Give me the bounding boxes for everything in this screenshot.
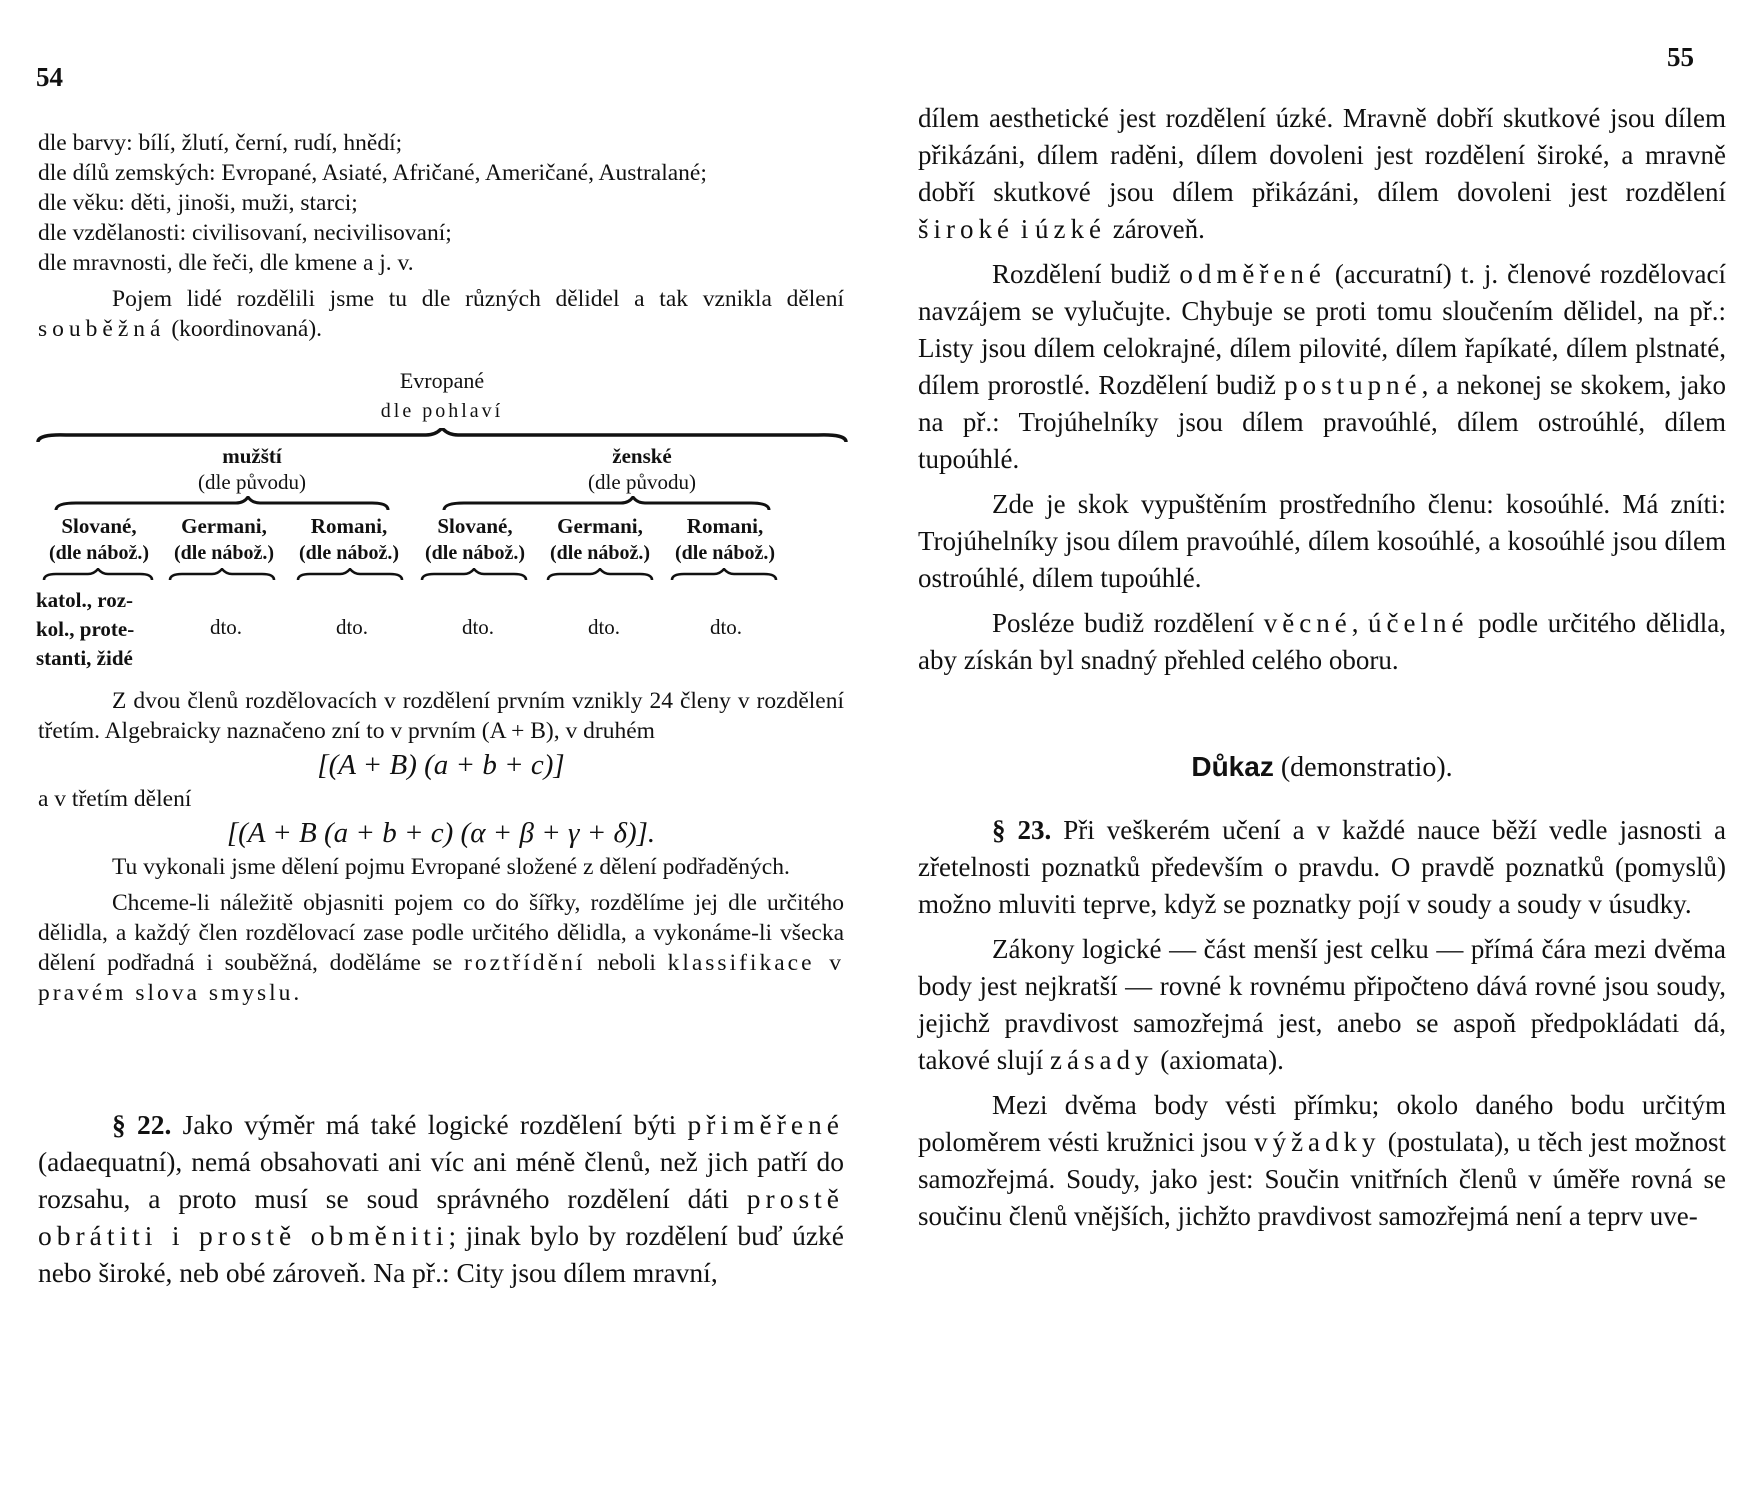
text: Rozdělení budiž: [992, 259, 1180, 289]
nation-sub: (dle nábož.): [49, 542, 149, 564]
paragraph-tu: Tu vykonali jsme dělení pojmu Evropané složené z dělení podřaděných.: [112, 854, 790, 880]
left-lower-text: [38, 686, 844, 1008]
list-line: dle dílů zemských: Evropané, Asiaté, Afričané, Američané, Australané;: [38, 160, 707, 186]
spaced-text: výžadky: [1254, 1127, 1381, 1157]
page-number-left: 54: [36, 62, 63, 92]
text: (koordinovaná).: [165, 316, 323, 342]
right-page: [876, 0, 1752, 1500]
spaced-text: přiměřené: [687, 1109, 845, 1140]
text: i: [1013, 214, 1035, 244]
paragraph-s23: [918, 812, 1726, 923]
religion-column: [36, 586, 134, 673]
section-number: § 22.: [112, 1109, 172, 1140]
text: (accuratní) t. j. členové rozdělovací navzájem se vylučujte. Chybuje se proti tomu sloučením dělidel, na př.: Listy jsou dílem celokrajné, dílem pilovité, dílem řapíkaté, dílem plstnaté, dílem prorostlé. Rozdělení budiž: [918, 259, 1726, 400]
text: zároveň.: [1105, 214, 1205, 244]
list-line: dle vzdělanosti: civilisovaní, necivilisovaní;: [38, 220, 452, 246]
group-sub: (dle původu): [198, 470, 306, 494]
text: Chceme-li náležitě objasniti pojem co do šířky, rozdělíme jej dle určitého dělidla, a každý člen rozdělovací zase podle určitého dělidla, a vykonáme-li všecka dělení podřadná i souběžná, doděláme se: [38, 890, 844, 976]
diagram-root-sub: dle pohlaví: [380, 400, 504, 422]
nation-label: Slované,: [61, 514, 137, 538]
text: dílem aesthetické jest rozdělení úzké. Mravně dobří skutkové jsou dílem přikázáni, dílem raděni, dílem dovoleni jest rozdělení široké, a mravně dobří skutkové jsou dílem přikázáni, dílem dovoleni jest rozdělení: [918, 103, 1726, 207]
section-heading: [918, 748, 1726, 786]
text: Jako výměr má také logické rozdělení býti: [171, 1109, 688, 1140]
right-text: [918, 100, 1726, 679]
nation-label: Romani,: [310, 514, 388, 538]
nation-sub: (dle nábož.): [550, 542, 650, 564]
text: Zákony logické — část menší jest celku — přímá čára mezi dvěma body jest nejkratší — rovné k rovnému připočteno dává rovné jsou soudy, jejichž pravdivost samozřejmá jest, anebo se aspoň předpokládati dá, takové slují: [918, 934, 1726, 1075]
nation-sub: (dle nábož.): [425, 542, 525, 564]
text: (adaequatní), nemá obsahovati ani víc ani méně členů, než jich patří do rozsahu, a proto musí se soud správného rozdělení dáti: [38, 1146, 844, 1214]
nation-sub: (dle nábož.): [299, 542, 399, 564]
text: Při veškerém učení a v každé nauce běží vedle jasnosti a zřetelnosti poznatků především o pravdu. O pravdě poznatků (pomyslů) možno mluviti teprve, když se poznatky pojí v soudy a soudy v úsudky.: [918, 815, 1726, 919]
brace-nations: [36, 568, 848, 584]
dto-label: dto.: [209, 615, 243, 639]
heading-bold: Důkaz: [1191, 751, 1274, 782]
spaced-text: postupné: [1284, 370, 1422, 400]
paragraph-chceme: [38, 888, 844, 1008]
nation-sub: (dle nábož.): [675, 542, 775, 564]
nation-label: Germani,: [557, 514, 643, 538]
nation-label: Germani,: [181, 514, 267, 538]
heading-rest: (demonstratio).: [1273, 752, 1453, 783]
list-line: dle mravnosti, dle řeči, dle kmene a j. v.: [38, 250, 414, 276]
equation-2: [(A + B (a + b + c) (α + β + γ + δ)].: [226, 817, 656, 849]
dto-label: dto.: [709, 615, 743, 639]
text: neboli: [585, 950, 668, 976]
paragraph-6: [918, 931, 1726, 1079]
paragraph-3: Zde je skok vypuštěním prostředního členu: kosoúhlé. Má zníti: Trojúhelníky jsou dílem pravoúhlé, dílem kosoúhlé, a kosoúhlé jsou dílem ostroúhlé, dílem tupoúhlé.: [918, 489, 1726, 593]
spaced-text: prostě obrátiti i prostě obměniti: [38, 1183, 844, 1251]
spaced-text: souběžná: [38, 316, 166, 342]
paragraph-dvou: Z dvou členů rozdělovacích v rozdělení prvním vznikly 24 členy v rozdělení třetím. Algebraicky naznačeno zní to v prvním (A + B), v druhém: [38, 688, 844, 744]
page-number-right: 55: [1667, 42, 1694, 72]
group-label: ženské: [612, 444, 672, 468]
spaced-text: roztřídění: [464, 950, 586, 976]
paragraph-2: [918, 256, 1726, 478]
list-line: dle barvy: bílí, žlutí, černí, rudí, hnědí;: [38, 130, 403, 156]
spaced-text: věcné: [1263, 608, 1352, 638]
text: podle určitého dělidla, aby získán byl snadný přehled celého oboru.: [918, 608, 1726, 675]
section-22: [38, 1106, 844, 1291]
text: ; jinak bylo by rozdělení buď úzké nebo široké, neb obé zároveň. Na př.: City jsou dílem mravní,: [38, 1220, 845, 1288]
brace-groups: [36, 496, 848, 514]
religion-line: kol., prote-: [36, 617, 135, 641]
religion-line: stanti, židé: [36, 646, 133, 670]
text: (postulata), u těch jest možnost samozřejmá. Soudy, jako jest: Součin vnitřních členů v úměře rovná se součinu členů vnějších, jichžto pravdivost samozřejmá není a teprv uve-: [918, 1127, 1726, 1231]
nation-label: Romani,: [686, 514, 764, 538]
text: , a nekonej se skokem, jako na př.: Trojúhelníky jsou dílem pravoúhlé, dílem ostroúhlé, dílem tupoúhlé.: [918, 370, 1726, 474]
text: Posléze budiž rozdělení: [992, 608, 1264, 638]
text: (axiomata).: [1153, 1045, 1284, 1075]
spaced-text: úzké: [1035, 214, 1106, 244]
list-line: dle věku: děti, jinoši, muži, starci;: [38, 190, 358, 216]
spaced-text: zásady: [1049, 1045, 1154, 1075]
paragraph-4: [918, 605, 1726, 679]
classification-diagram: [36, 368, 848, 668]
right-lower-text: [918, 748, 1726, 1235]
spaced-text: klassifikace v pravém slova smyslu.: [38, 950, 844, 1006]
group-sub: (dle původu): [588, 470, 696, 494]
text: Pojem lidé rozdělili jsme tu dle různých dělidel a tak vznikla dělení: [112, 286, 844, 312]
religion-line: katol., roz-: [36, 588, 134, 612]
section-number: § 23.: [992, 815, 1052, 845]
paragraph-7: [918, 1087, 1726, 1235]
spaced-text: odměřené: [1179, 259, 1326, 289]
dto-label: dto.: [461, 615, 495, 639]
text: ,: [1351, 608, 1369, 638]
paragraph-pojem: [38, 284, 844, 344]
paragraph-s22: [38, 1106, 844, 1291]
classification-list: [38, 128, 844, 344]
nation-sub: (dle nábož.): [174, 542, 274, 564]
nation-label: Slované,: [437, 514, 513, 538]
diagram-root: Evropané: [399, 368, 485, 393]
group-label: mužští: [222, 444, 282, 468]
spaced-text: široké: [918, 214, 1014, 244]
paragraph-1: [918, 100, 1726, 248]
equation-1: [(A + B) (a + b + c)]: [317, 749, 565, 781]
dto-label: dto.: [587, 615, 621, 639]
text: Mezi dvěma body vésti přímku; okolo daného bodu určitým poloměrem vésti kružnici jsou: [918, 1090, 1726, 1157]
line-treti: a v třetím dělení: [38, 786, 192, 812]
spaced-text: účelné: [1368, 608, 1469, 638]
dto-label: dto.: [335, 615, 369, 639]
